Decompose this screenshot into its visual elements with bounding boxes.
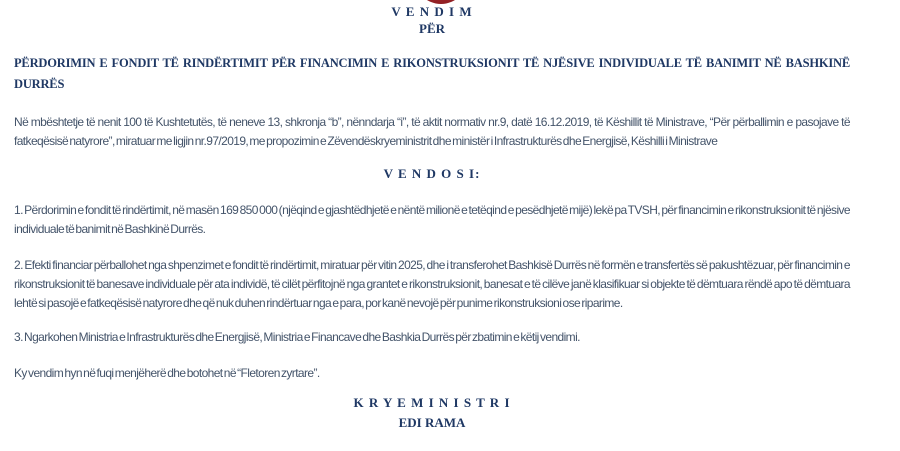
document-for-label: PËR (419, 21, 445, 36)
document-type-title: V E N D I M (391, 4, 473, 19)
signature-name: EDI RAMA (398, 415, 466, 430)
decision-item-1: 1. Përdorimin e fondit të rindërtimit, në masën 169 850 000 (njëqind e gjashtëdhjetë e nëntë milionë e tetëqind e pesëdhjetë mijë) lekë pa TVSH, për financimin e rikonstruksionit të njësive individuale të banimit në Bashkinë Durrës. (14, 203, 850, 236)
decision-item-2: 2. Efekti financiar përballohet nga shpenzimet e fondit të rindërtimit, miratuar për vitin 2025, dhe i transferohet Bashkisë Durrës në formën e transfertës së pakushtëzuar, për financimin e rikonstruksionit të banesave individuale për ata individë, të cilët përfitojnë nga grantet e rikonstruksionit, banesat e të cilëve janë klasifikuar si objekte të dëmtuara rëndë apo të dëmtuara lehtë si pasojë e fatkeqësisë natyrore dhe që nuk duhen rindërtuar nga e para, por kanë nevojë për punime rikonstruksioni ose riparime. (14, 258, 850, 310)
entry-into-force-paragraph: Ky vendim hyn në fuqi menjëherë dhe botohet në “Fletoren zyrtare”. (14, 366, 320, 380)
decision-heading: V E N D O S I: (383, 166, 481, 181)
signature-title: K R Y E M I N I S T R I (353, 395, 511, 410)
preamble-paragraph: Në mbështetje të nenit 100 të Kushtetutës, të neneve 13, shkronja “b”, nënndarja “i”, të aktit normativ nr.9, datë 16.12.2019, të Këshillit të Ministrave, “Për përballimin e pasojave të fatkeqësisë natyrore”, miratuar me ligjin nr.97/2019, me propozimin e Zëvendëskryeministrit dhe ministër i Infrastrukturës dhe Energjisë, Këshilli i Ministrave (14, 115, 850, 148)
decision-item-3: 3. Ngarkohen Ministria e Infrastrukturës dhe Energjisë, Ministria e Financave dhe Bashkia Durrës për zbatimin e këtij vendimi. (14, 330, 580, 344)
document-subject-heading: PËRDORIMIN E FONDIT TË RINDËRTIMIT PËR FINANCIMIN E RIKONSTRUKSIONIT TË NJËSIVE INDIVIDUALE TË BANIMIT NË BASHKINË DURRËS (14, 56, 850, 91)
